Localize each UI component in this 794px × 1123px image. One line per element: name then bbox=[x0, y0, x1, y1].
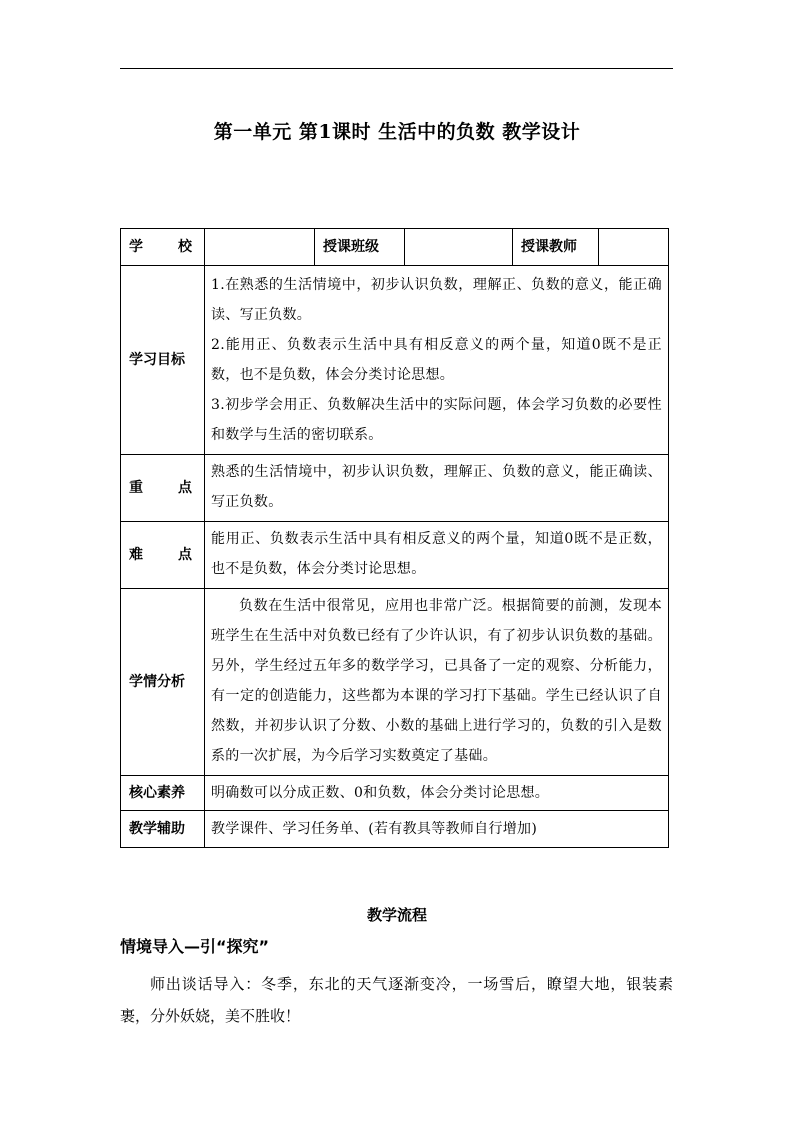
goal-item-2: 2.能用正、负数表示生活中具有相反意义的两个量，知道0既不是正数，也不是负数，体会分类讨论思想。 bbox=[211, 337, 662, 383]
analysis-label: 学情分析 bbox=[121, 589, 205, 776]
goals-label: 学习目标 bbox=[121, 266, 205, 455]
teaching-flow-title: 教学流程 bbox=[366, 906, 427, 924]
difficult-label-char-2: 点 bbox=[178, 547, 192, 563]
document-title: 第一单元 第1课时 生活中的负数 教学设计 bbox=[213, 121, 581, 143]
school-label-char-1: 学 bbox=[129, 239, 143, 255]
key-label-char-2: 点 bbox=[178, 480, 192, 496]
school-value[interactable] bbox=[205, 229, 315, 266]
goal-item-1: 1.在熟悉的生活情境中，初步认识负数，理解正、负数的意义，能正确读、写正负数。 bbox=[211, 277, 662, 323]
table-row-core bbox=[121, 776, 669, 811]
table-row-analysis bbox=[121, 589, 669, 776]
difficulties-cell bbox=[205, 522, 669, 589]
key-points-label bbox=[121, 455, 205, 522]
section-title-intro: 情境导入—引“探究” bbox=[120, 937, 270, 956]
key-points-cell bbox=[205, 455, 669, 522]
class-value[interactable] bbox=[405, 229, 513, 266]
difficulties-label bbox=[121, 522, 205, 589]
core-cell bbox=[205, 776, 669, 811]
table-row-goals bbox=[121, 266, 669, 455]
table-row-school bbox=[121, 229, 669, 266]
analysis-cell bbox=[205, 589, 669, 776]
core-label: 核心素养 bbox=[121, 776, 205, 811]
header-rule bbox=[120, 68, 673, 69]
core-text: 明确数可以分成正数、0和负数，体会分类讨论思想。 bbox=[211, 785, 550, 801]
class-label: 授课班级 bbox=[315, 229, 405, 266]
teacher-label: 授课教师 bbox=[513, 229, 599, 266]
table-row-key-points bbox=[121, 455, 669, 522]
difficult-label-char-1: 难 bbox=[129, 547, 143, 563]
difficulties-text: 能用正、负数表示生活中具有相反意义的两个量，知道0既不是正数，也不是负数，体会分类讨论思想。 bbox=[211, 531, 662, 577]
lesson-info-table bbox=[120, 228, 669, 848]
analysis-text: 负数在生活中很常见，应用也非常广泛。根据简要的前测，发现本班学生在生活中对负数已经有了少许认识，有了初步认识负数的基础。另外，学生经过五年多的数学学习，已具备了一定的观察、分析能力，有一定的创造能力，这些都为本课的学习打下基础。学生已经认识了自然数，并初步认识了分数、小数的基础上进行学习的，负数的引入是数系的一次扩展，为今后学习实数奠定了基础。 bbox=[211, 598, 662, 764]
section-intro-text: 师出谈话导入：冬季，东北的天气逐渐变冷，一场雪后，瞭望大地，银装素裹，分外妖娆，美不胜收！ bbox=[120, 975, 673, 1025]
school-label-char-2: 校 bbox=[178, 239, 192, 255]
aids-label: 教学辅助 bbox=[121, 811, 205, 848]
aids-text: 教学课件、学习任务单、(若有教具等教师自行增加) bbox=[211, 821, 538, 837]
teacher-value[interactable] bbox=[599, 229, 669, 266]
goals-cell bbox=[205, 266, 669, 455]
school-label bbox=[121, 229, 205, 266]
table-row-difficulties bbox=[121, 522, 669, 589]
goal-item-3: 3.初步学会用正、负数解决生活中的实际问题，体会学习负数的必要性和数学与生活的密切联系。 bbox=[211, 397, 662, 443]
key-label-char-1: 重 bbox=[129, 480, 143, 496]
table-row-aids bbox=[121, 811, 669, 848]
aids-cell bbox=[205, 811, 669, 848]
key-points-text: 熟悉的生活情境中，初步认识负数，理解正、负数的意义，能正确读、写正负数。 bbox=[211, 464, 662, 510]
